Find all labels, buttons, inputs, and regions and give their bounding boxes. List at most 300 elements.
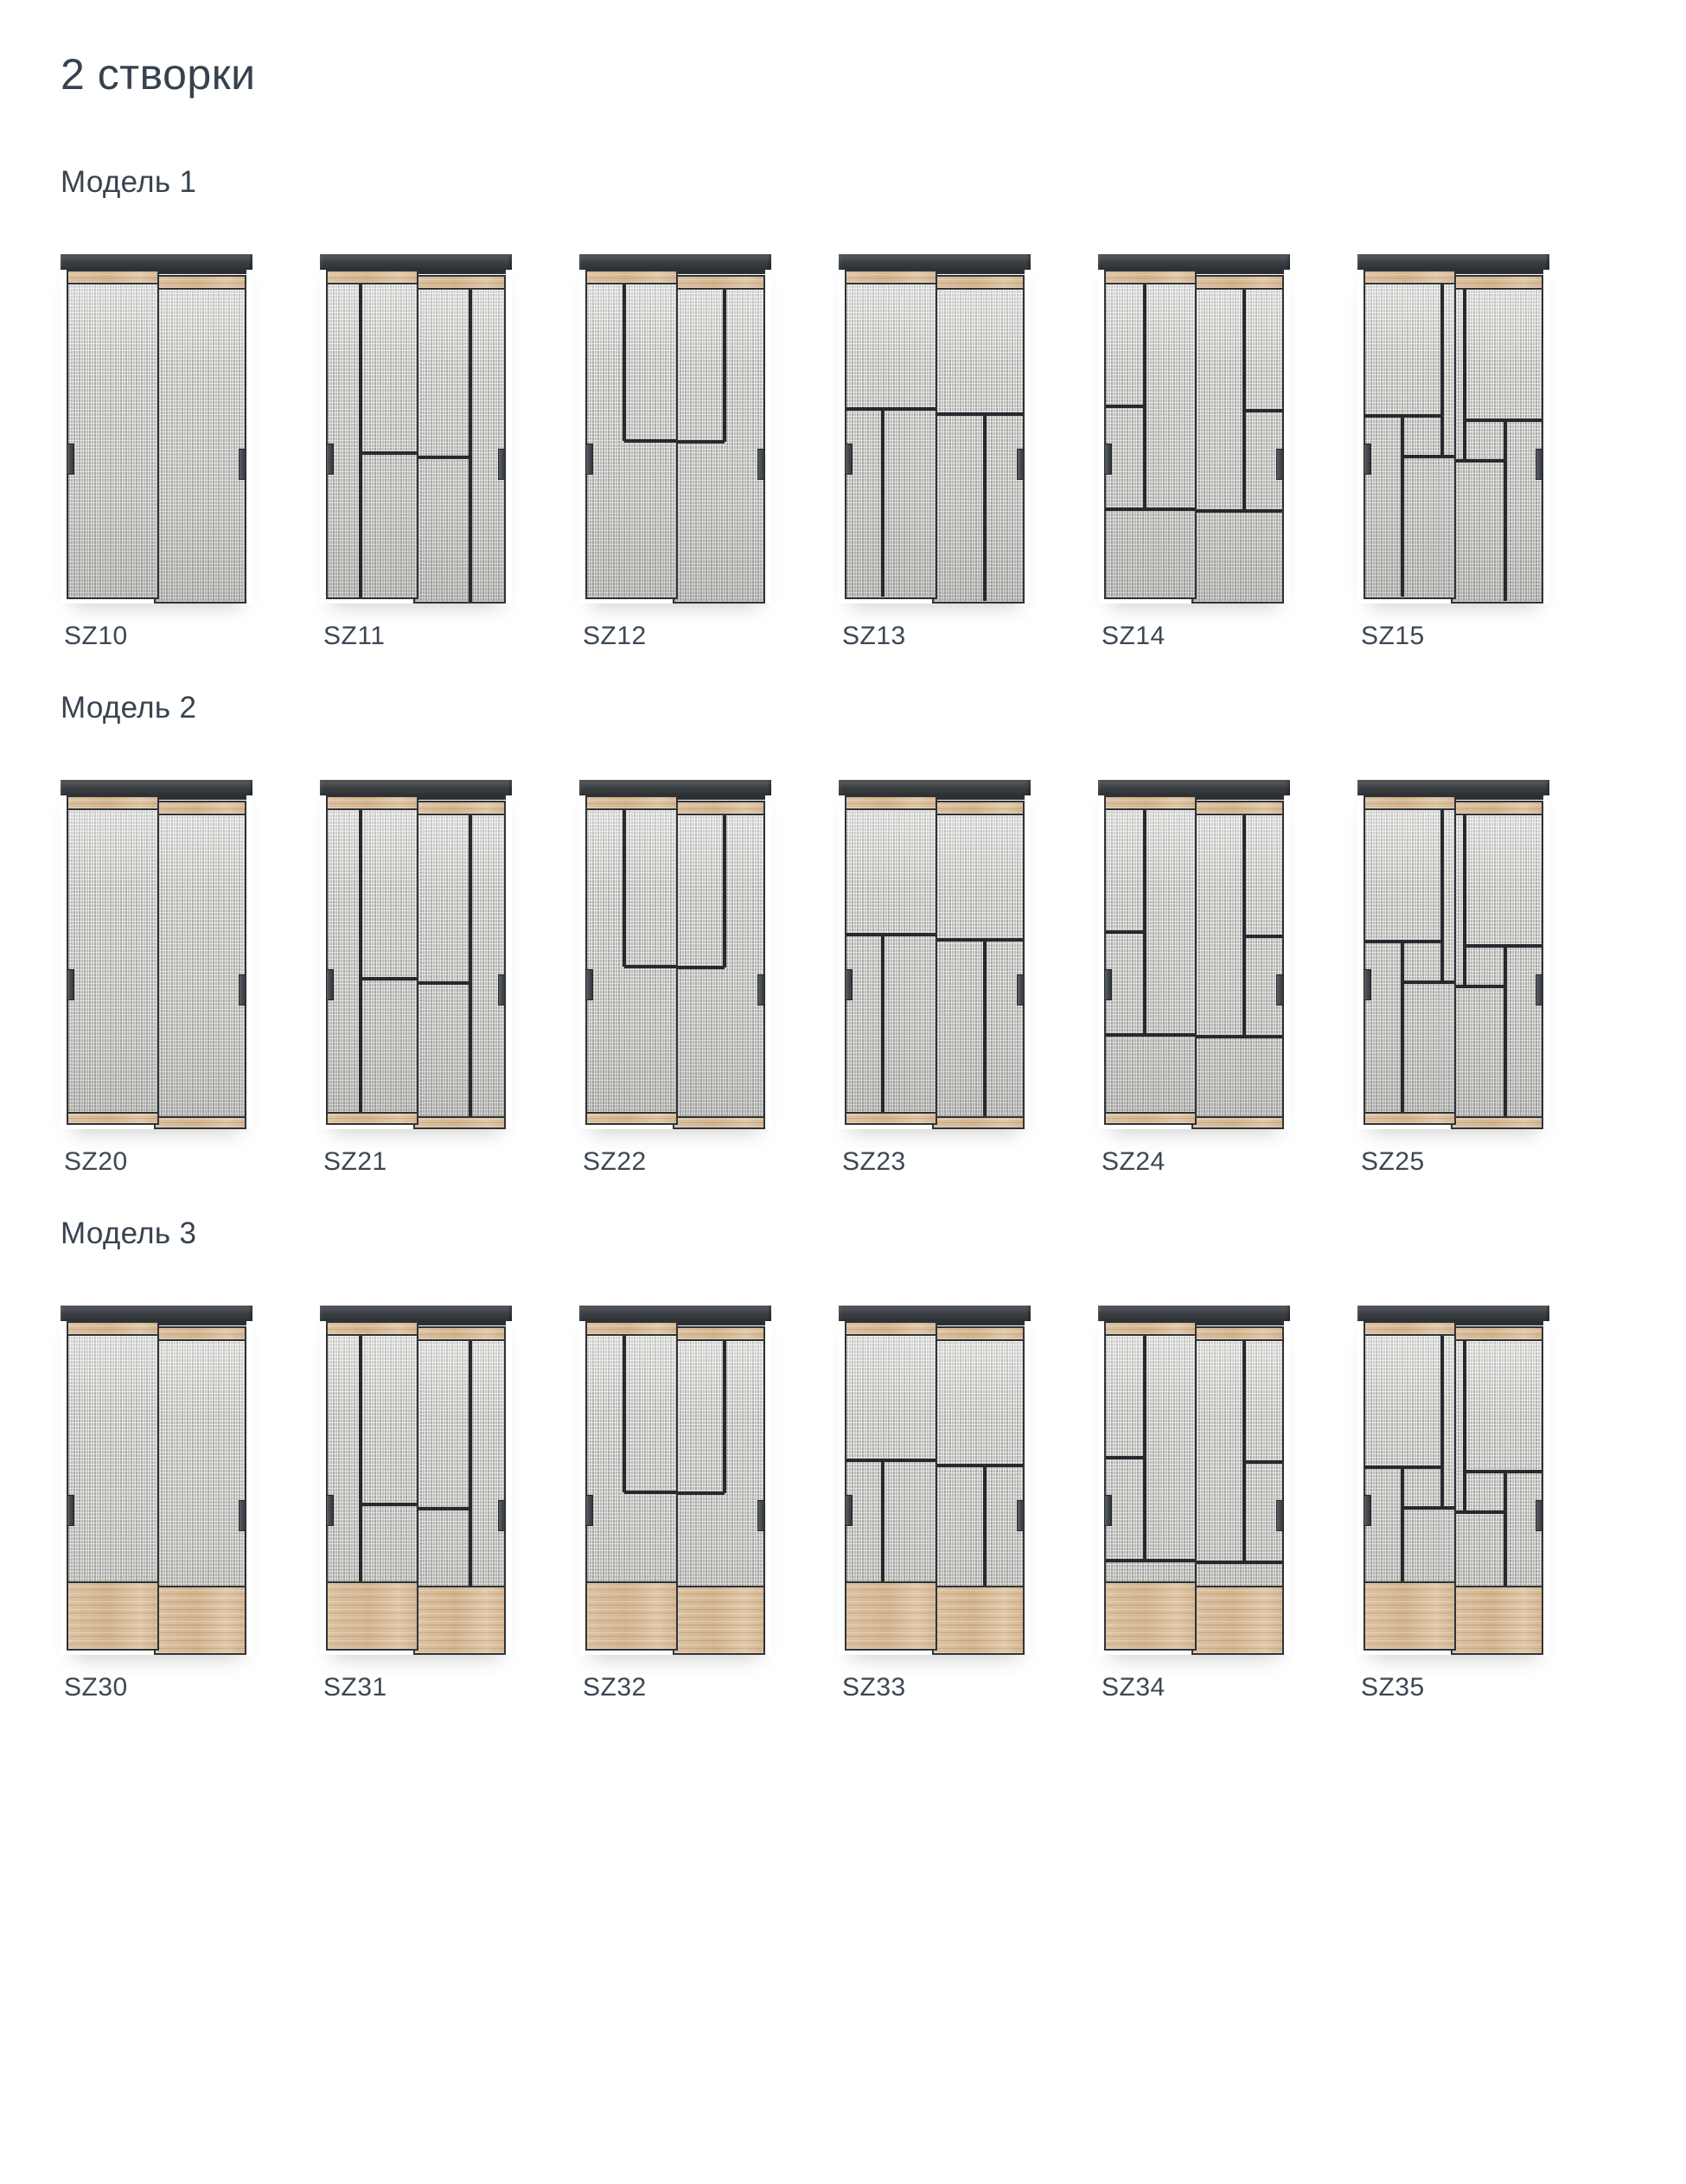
model-heading: Модель 3 — [61, 1216, 197, 1250]
door-unit — [320, 1306, 512, 1655]
door-handle — [585, 444, 593, 475]
door-handle — [326, 1495, 334, 1526]
model-heading: Модель 2 — [61, 690, 197, 725]
door-card-SZ23 — [839, 780, 1031, 1178]
wood-top-strip — [1365, 1323, 1454, 1336]
door-unit — [839, 254, 1031, 603]
mullion-pattern — [674, 290, 763, 602]
door-handle — [845, 969, 853, 1000]
top-track-rail — [61, 1306, 252, 1321]
door-handle — [67, 1495, 74, 1526]
door-handle — [239, 1500, 246, 1531]
mullion-vertical — [881, 409, 885, 597]
mullion-pattern — [68, 284, 157, 597]
mullion-vertical — [1242, 1341, 1246, 1562]
left-leaf — [326, 795, 418, 1125]
wood-top-strip — [934, 802, 1023, 815]
left-leaf — [1363, 795, 1456, 1125]
door-unit — [1357, 780, 1549, 1129]
wood-top-strip — [587, 797, 676, 810]
door-card-SZ30 — [61, 1306, 252, 1703]
mullion-pattern — [68, 810, 157, 1123]
wood-bottom-panel — [328, 1581, 417, 1649]
model-section-2 — [61, 690, 1686, 1178]
left-leaf — [585, 795, 678, 1125]
door-leaves — [1104, 270, 1284, 603]
wood-top-strip — [587, 1323, 676, 1336]
door-label: SZ12 — [583, 621, 647, 650]
mullion-vertical — [1401, 416, 1404, 597]
right-leaf — [1191, 1326, 1284, 1655]
mullion-vertical — [723, 815, 726, 968]
door-handle — [1536, 449, 1543, 480]
mullion-vertical — [623, 1336, 626, 1492]
left-leaf — [67, 270, 159, 599]
top-track-rail — [839, 1306, 1031, 1321]
mullion-horizontal — [1402, 980, 1454, 984]
top-track-rail — [320, 254, 512, 270]
door-leaves — [845, 270, 1025, 603]
door-card-SZ20 — [61, 780, 252, 1178]
left-leaf — [1104, 1321, 1197, 1651]
wood-top-strip — [846, 271, 936, 284]
left-leaf — [1363, 270, 1456, 599]
left-leaf — [845, 795, 937, 1125]
door-card-SZ13 — [839, 254, 1031, 652]
wood-top-strip — [1193, 1328, 1282, 1341]
door-handle — [1363, 444, 1371, 475]
door-unit — [579, 780, 771, 1129]
door-leaves — [326, 795, 506, 1129]
mullion-horizontal — [846, 407, 936, 411]
right-leaf — [154, 1326, 246, 1655]
door-row — [61, 780, 1686, 1178]
mullion-horizontal — [1106, 1559, 1195, 1562]
page-title: 2 створки — [61, 50, 256, 99]
mullion-horizontal — [1193, 1561, 1282, 1564]
mullion-horizontal — [415, 981, 470, 985]
left-leaf — [845, 1321, 937, 1651]
wood-top-strip — [68, 1323, 157, 1336]
door-label: SZ14 — [1102, 621, 1166, 650]
top-track-rail — [320, 780, 512, 795]
door-label: SZ35 — [1361, 1672, 1425, 1702]
wood-bottom-panel — [1193, 1586, 1282, 1653]
door-label: SZ24 — [1102, 1146, 1166, 1176]
top-track-rail — [1357, 780, 1549, 795]
catalog-sections — [61, 164, 1686, 1703]
model-heading: Модель 1 — [61, 164, 197, 199]
wood-bottom-panel — [934, 1586, 1023, 1653]
door-label: SZ32 — [583, 1672, 647, 1702]
door-label: SZ11 — [323, 621, 386, 650]
door-label: SZ33 — [842, 1672, 906, 1702]
door-unit — [1098, 254, 1290, 603]
door-handle — [585, 1495, 593, 1526]
right-leaf — [413, 275, 506, 603]
wood-bottom-panel — [1365, 1581, 1454, 1649]
door-handle — [498, 1500, 506, 1531]
right-leaf — [413, 1326, 506, 1655]
mullion-vertical — [1143, 1336, 1146, 1561]
door-handle — [239, 974, 246, 1006]
wood-top-strip — [674, 802, 763, 815]
left-leaf — [67, 1321, 159, 1651]
mullion-horizontal — [1244, 935, 1282, 938]
door-label: SZ22 — [583, 1146, 647, 1176]
door-handle — [1017, 449, 1025, 480]
wood-bottom-panel — [674, 1586, 763, 1653]
wood-bottom-strip — [934, 1116, 1023, 1127]
mullion-pattern — [674, 815, 763, 1127]
door-leaves — [326, 270, 506, 603]
door-card-SZ11 — [320, 254, 512, 652]
door-unit — [839, 1306, 1031, 1655]
door-handle — [1363, 969, 1371, 1000]
wood-bottom-strip — [415, 1116, 504, 1127]
door-leaves — [67, 795, 246, 1129]
mullion-vertical — [359, 284, 362, 597]
top-track-rail — [579, 1306, 771, 1321]
mullion-horizontal — [1453, 985, 1505, 988]
wood-top-strip — [1106, 271, 1195, 284]
mullion-horizontal — [1402, 1506, 1454, 1510]
door-card-SZ35 — [1357, 1306, 1549, 1703]
door-card-SZ24 — [1098, 780, 1290, 1178]
wood-top-strip — [156, 1328, 245, 1341]
wood-bottom-panel — [846, 1581, 936, 1649]
wood-top-strip — [846, 797, 936, 810]
door-handle — [1363, 1495, 1371, 1526]
wood-bottom-strip — [1365, 1112, 1454, 1123]
mullion-horizontal — [1106, 1456, 1145, 1459]
wood-bottom-strip — [846, 1112, 936, 1123]
model-section-1 — [61, 164, 1686, 652]
mullion-pattern — [328, 810, 417, 1123]
wood-top-strip — [68, 271, 157, 284]
mullion-horizontal — [846, 933, 936, 936]
wood-top-strip — [328, 797, 417, 810]
door-leaves — [1104, 1321, 1284, 1655]
mullion-pattern — [156, 815, 245, 1127]
door-handle — [845, 1495, 853, 1526]
door-handle — [757, 1500, 765, 1531]
door-handle — [1276, 449, 1284, 480]
wood-bottom-strip — [587, 1112, 676, 1123]
top-track-rail — [579, 780, 771, 795]
mullion-horizontal — [361, 1503, 417, 1506]
door-card-SZ25 — [1357, 780, 1549, 1178]
wood-bottom-panel — [415, 1586, 504, 1653]
door-leaves — [1363, 270, 1543, 603]
door-unit — [320, 254, 512, 603]
mullion-horizontal — [1193, 509, 1282, 513]
top-track-rail — [839, 780, 1031, 795]
model-section-3 — [61, 1216, 1686, 1703]
door-handle — [498, 449, 506, 480]
door-leaves — [585, 1321, 765, 1655]
wood-top-strip — [934, 277, 1023, 290]
door-label: SZ25 — [1361, 1146, 1425, 1176]
wood-top-strip — [328, 271, 417, 284]
mullion-horizontal — [624, 439, 676, 443]
mullion-pattern — [587, 284, 676, 597]
mullion-pattern — [328, 284, 417, 597]
wood-bottom-strip — [68, 1112, 157, 1123]
door-handle — [757, 449, 765, 480]
left-leaf — [67, 795, 159, 1125]
mullion-pattern — [934, 815, 1023, 1127]
door-handle — [1104, 444, 1112, 475]
mullion-pattern — [1365, 284, 1454, 597]
left-leaf — [1104, 795, 1197, 1125]
door-card-SZ14 — [1098, 254, 1290, 652]
mullion-vertical — [1504, 420, 1507, 601]
door-handle — [239, 449, 246, 480]
door-label: SZ23 — [842, 1146, 906, 1176]
top-track-rail — [579, 254, 771, 270]
mullion-vertical — [1440, 810, 1444, 982]
mullion-pattern — [415, 815, 504, 1127]
wood-top-strip — [1453, 1328, 1542, 1341]
mullion-horizontal — [361, 451, 417, 455]
wood-bottom-strip — [1193, 1116, 1282, 1127]
wood-bottom-panel — [1453, 1586, 1542, 1653]
mullion-vertical — [723, 290, 726, 443]
door-handle — [1017, 974, 1025, 1006]
door-handle — [326, 444, 334, 475]
door-row — [61, 254, 1686, 652]
top-track-rail — [320, 1306, 512, 1321]
mullion-horizontal — [1106, 508, 1195, 511]
mullion-pattern — [1193, 815, 1282, 1127]
wood-top-strip — [1106, 797, 1195, 810]
door-card-SZ33 — [839, 1306, 1031, 1703]
mullion-vertical — [469, 290, 472, 602]
wood-top-strip — [415, 1328, 504, 1341]
mullion-pattern — [156, 290, 245, 602]
door-label: SZ20 — [64, 1146, 128, 1176]
door-unit — [579, 254, 771, 603]
right-leaf — [154, 801, 246, 1129]
right-leaf — [1451, 801, 1543, 1129]
top-track-rail — [1098, 254, 1290, 270]
mullion-vertical — [1463, 815, 1466, 987]
wood-bottom-strip — [328, 1112, 417, 1123]
mullion-vertical — [983, 940, 987, 1127]
door-label: SZ15 — [1361, 621, 1425, 650]
mullion-horizontal — [624, 965, 676, 968]
right-leaf — [1191, 275, 1284, 603]
door-card-SZ10 — [61, 254, 252, 652]
door-unit — [61, 254, 252, 603]
mullion-vertical — [1242, 290, 1246, 511]
door-handle — [1104, 969, 1112, 1000]
door-unit — [61, 1306, 252, 1655]
wood-top-strip — [68, 797, 157, 810]
wood-top-strip — [1365, 797, 1454, 810]
door-leaves — [326, 1321, 506, 1655]
wood-top-strip — [934, 1328, 1023, 1341]
mullion-vertical — [1143, 810, 1146, 1036]
right-leaf — [154, 275, 246, 603]
door-leaves — [585, 795, 765, 1129]
wood-top-strip — [846, 1323, 936, 1336]
top-track-rail — [61, 780, 252, 795]
wood-top-strip — [1453, 277, 1542, 290]
top-track-rail — [839, 254, 1031, 270]
door-label: SZ34 — [1102, 1672, 1166, 1702]
door-card-SZ32 — [579, 1306, 771, 1703]
mullion-pattern — [846, 810, 936, 1123]
top-track-rail — [1357, 1306, 1549, 1321]
door-card-SZ22 — [579, 780, 771, 1178]
door-handle — [1104, 1495, 1112, 1526]
mullion-pattern — [1365, 810, 1454, 1123]
door-label: SZ13 — [842, 621, 906, 650]
mullion-pattern — [1453, 290, 1542, 602]
mullion-vertical — [1143, 284, 1146, 510]
door-card-SZ34 — [1098, 1306, 1290, 1703]
mullion-horizontal — [1453, 459, 1505, 463]
door-leaves — [1104, 795, 1284, 1129]
mullion-pattern — [415, 290, 504, 602]
mullion-horizontal — [846, 1459, 936, 1462]
mullion-vertical — [1401, 942, 1404, 1123]
mullion-horizontal — [1106, 1033, 1195, 1037]
mullion-horizontal — [1453, 1510, 1505, 1514]
door-handle — [1276, 1500, 1284, 1531]
mullion-horizontal — [934, 938, 1023, 942]
mullion-vertical — [1242, 815, 1246, 1037]
door-unit — [320, 780, 512, 1129]
mullion-horizontal — [674, 966, 725, 969]
door-leaves — [845, 1321, 1025, 1655]
mullion-vertical — [623, 284, 626, 441]
door-unit — [1357, 1306, 1549, 1655]
door-handle — [585, 969, 593, 1000]
wood-bottom-panel — [1106, 1581, 1195, 1649]
right-leaf — [673, 801, 765, 1129]
mullion-horizontal — [1106, 405, 1145, 408]
door-unit — [1098, 780, 1290, 1129]
wood-top-strip — [1193, 277, 1282, 290]
mullion-pattern — [587, 810, 676, 1123]
left-leaf — [1104, 270, 1197, 599]
mullion-vertical — [1504, 946, 1507, 1127]
right-leaf — [673, 275, 765, 603]
wood-top-strip — [415, 802, 504, 815]
door-handle — [757, 974, 765, 1006]
mullion-vertical — [469, 815, 472, 1127]
mullion-vertical — [623, 810, 626, 967]
left-leaf — [845, 270, 937, 599]
right-leaf — [1451, 1326, 1543, 1655]
top-track-rail — [1098, 780, 1290, 795]
right-leaf — [1451, 275, 1543, 603]
door-leaves — [1363, 1321, 1543, 1655]
mullion-pattern — [1453, 815, 1542, 1127]
wood-bottom-strip — [1453, 1116, 1542, 1127]
door-leaves — [845, 795, 1025, 1129]
left-leaf — [585, 1321, 678, 1651]
door-handle — [845, 444, 853, 475]
wood-top-strip — [156, 277, 245, 290]
top-track-rail — [1357, 254, 1549, 270]
mullion-vertical — [881, 935, 885, 1122]
door-card-SZ12 — [579, 254, 771, 652]
mullion-pattern — [1193, 290, 1282, 602]
wood-top-strip — [1193, 802, 1282, 815]
door-handle — [1536, 1500, 1543, 1531]
wood-bottom-strip — [156, 1116, 245, 1127]
door-label: SZ21 — [323, 1146, 387, 1176]
mullion-horizontal — [361, 977, 417, 980]
mullion-horizontal — [1402, 455, 1454, 458]
right-leaf — [932, 275, 1025, 603]
door-unit — [61, 780, 252, 1129]
door-unit — [1357, 254, 1549, 603]
door-label: SZ10 — [64, 621, 128, 650]
wood-top-strip — [674, 1328, 763, 1341]
mullion-vertical — [359, 810, 362, 1123]
wood-top-strip — [156, 802, 245, 815]
door-leaves — [67, 1321, 246, 1655]
mullion-pattern — [934, 290, 1023, 602]
wood-top-strip — [1365, 271, 1454, 284]
door-leaves — [67, 270, 246, 603]
mullion-pattern — [1106, 284, 1195, 597]
left-leaf — [326, 1321, 418, 1651]
mullion-horizontal — [934, 412, 1023, 416]
mullion-horizontal — [1244, 1460, 1282, 1464]
wood-top-strip — [674, 277, 763, 290]
wood-top-strip — [415, 277, 504, 290]
door-handle — [1536, 974, 1543, 1006]
wood-top-strip — [328, 1323, 417, 1336]
door-leaves — [585, 270, 765, 603]
door-unit — [1098, 1306, 1290, 1655]
door-card-SZ21 — [320, 780, 512, 1178]
door-unit — [579, 1306, 771, 1655]
wood-bottom-panel — [68, 1581, 157, 1649]
wood-top-strip — [587, 271, 676, 284]
door-handle — [498, 974, 506, 1006]
mullion-vertical — [723, 1341, 726, 1494]
door-handle — [1017, 1500, 1025, 1531]
door-label: SZ30 — [64, 1672, 128, 1702]
mullion-pattern — [1106, 810, 1195, 1123]
mullion-horizontal — [1106, 930, 1145, 934]
left-leaf — [326, 270, 418, 599]
wood-bottom-strip — [674, 1116, 763, 1127]
mullion-vertical — [983, 414, 987, 602]
right-leaf — [1191, 801, 1284, 1129]
mullion-horizontal — [934, 1464, 1023, 1467]
top-track-rail — [1098, 1306, 1290, 1321]
mullion-horizontal — [674, 1491, 725, 1495]
door-card-SZ15 — [1357, 254, 1549, 652]
mullion-vertical — [1440, 284, 1444, 457]
mullion-vertical — [1440, 1336, 1444, 1508]
mullion-horizontal — [415, 456, 470, 459]
mullion-horizontal — [1244, 409, 1282, 412]
door-card-SZ31 — [320, 1306, 512, 1703]
right-leaf — [932, 1326, 1025, 1655]
mullion-pattern — [846, 284, 936, 597]
door-handle — [67, 444, 74, 475]
right-leaf — [673, 1326, 765, 1655]
